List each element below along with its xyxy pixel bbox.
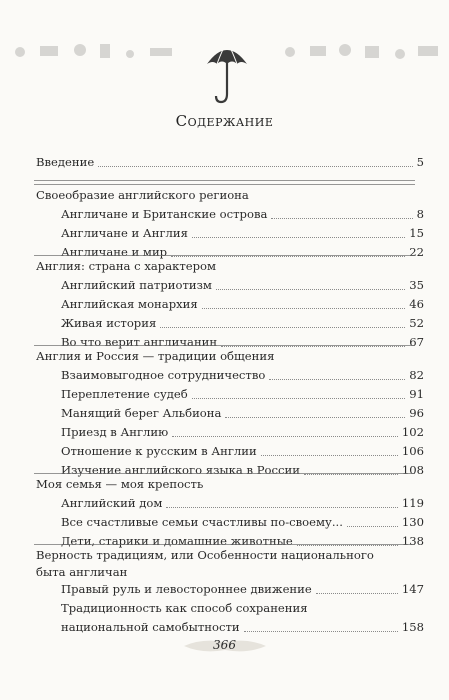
toc-entry	[0, 205, 449, 223]
toc-section	[0, 153, 449, 171]
toc-entry-title: Своеобразие английского региона	[36, 188, 249, 202]
toc-leader-dots	[225, 417, 405, 418]
toc-entry-page: 96	[409, 406, 424, 420]
toc-leader-dots	[160, 327, 405, 328]
toc-entry	[0, 385, 449, 403]
section-divider	[34, 345, 415, 346]
toc-entry-title: Англия: страна с характером	[36, 259, 217, 273]
toc-entry-title: Правый руль и левостороннее движение	[61, 582, 312, 596]
toc-entry-title: Во что верит англичанин	[61, 335, 218, 349]
toc-section	[0, 347, 449, 365]
toc-leader-dots	[316, 593, 398, 594]
toc-entry-page: 102	[401, 425, 424, 439]
toc-entry-title: Приезд в Англию	[61, 425, 169, 439]
toc-leader-dots	[244, 631, 398, 632]
toc-entry-title: Живая история	[61, 316, 157, 330]
toc-entry	[0, 295, 449, 313]
section-divider	[34, 473, 415, 474]
toc-entry-page: 22	[409, 245, 424, 259]
toc-leader-dots	[166, 507, 398, 508]
toc-entry-title: Изучение английского языка в России	[61, 463, 300, 477]
toc-entry-page: 108	[401, 463, 424, 477]
toc-entry-title: Все счастливые семьи счастливы по-своему...	[61, 515, 343, 529]
page-title: Содержание	[175, 112, 274, 130]
toc-entry	[0, 224, 449, 242]
toc-entry-page: 138	[401, 534, 424, 548]
toc-entry-title: Англия и Россия — традиции общения	[36, 349, 275, 363]
toc-entry-title: Введение	[36, 155, 95, 169]
toc-entry-page: 15	[409, 226, 424, 240]
toc-section	[0, 563, 449, 581]
toc-entry-page: 82	[409, 368, 424, 382]
toc-leader-dots	[261, 455, 398, 456]
toc-section	[0, 257, 449, 275]
toc-entry-page: 35	[409, 278, 424, 292]
toc-entry-title: Англичане и мир	[61, 245, 168, 259]
toc-entry-title: Английский дом	[61, 496, 163, 510]
toc-leader-dots	[192, 398, 405, 399]
toc-entry-title: Отношение к русским в Англии	[61, 444, 257, 458]
toc-entry-page: 158	[401, 620, 424, 634]
toc-leader-dots	[271, 218, 413, 219]
toc-leader-dots	[269, 379, 405, 380]
toc-entry	[0, 494, 449, 512]
toc-entry	[0, 618, 449, 636]
toc-entry-page: 8	[416, 207, 424, 221]
toc-entry-title: Дети, старики и домашние животные	[61, 534, 293, 548]
toc-entry-title: Традиционность как способ сохранения	[61, 601, 308, 615]
toc-section	[0, 475, 449, 493]
toc-entry-title: Переплетение судеб	[61, 387, 188, 401]
toc-entry-page: 119	[401, 496, 424, 510]
toc-entry-page: 106	[401, 444, 424, 458]
toc-section	[0, 186, 449, 204]
toc-entry-title: Моя семья — моя крепость	[36, 477, 204, 491]
toc-entry	[0, 513, 449, 531]
toc-entry-title: Английский патриотизм	[61, 278, 212, 292]
toc-entry	[0, 404, 449, 422]
section-divider	[34, 184, 415, 185]
toc-entry-page: 147	[401, 582, 424, 596]
toc-entry-page: 67	[409, 335, 424, 349]
toc-entry-page: 46	[409, 297, 424, 311]
toc-entry-title: Взаимовыгодное сотрудничество	[61, 368, 266, 382]
toc-entry	[0, 442, 449, 460]
toc-entry-page: 52	[409, 316, 424, 330]
toc-leader-dots	[216, 289, 405, 290]
toc-entry-title: национальной самобытности	[61, 620, 240, 634]
section-divider	[34, 255, 415, 256]
toc-entry	[0, 366, 449, 384]
toc-entry-page: 130	[401, 515, 424, 529]
toc-leader-dots	[202, 308, 405, 309]
toc-leader-dots	[98, 166, 413, 167]
toc-entry-title: Английская монархия	[61, 297, 198, 311]
toc-entry	[0, 423, 449, 441]
toc-leader-dots	[347, 526, 398, 527]
page-number: 366	[213, 638, 236, 652]
toc-leader-dots	[172, 436, 398, 437]
toc-entry	[0, 314, 449, 332]
toc-entry-title: Манящий берег Альбиона	[61, 406, 222, 420]
toc-entry-title: Англичане и Британские острова	[61, 207, 268, 221]
toc-entry	[0, 599, 449, 617]
toc-section	[0, 546, 449, 564]
section-divider	[34, 544, 415, 545]
toc-entry-title: быта англичан	[36, 565, 128, 579]
toc-leader-dots	[192, 237, 405, 238]
toc-entry-title: Верность традициям, или Особенности национального	[36, 548, 374, 562]
toc-entry-page: 91	[409, 387, 424, 401]
toc-entry	[0, 580, 449, 598]
toc-entry-title: Англичане и Англия	[61, 226, 188, 240]
title-divider	[34, 180, 415, 181]
toc-entry-page: 5	[416, 155, 424, 169]
toc-entry	[0, 276, 449, 294]
